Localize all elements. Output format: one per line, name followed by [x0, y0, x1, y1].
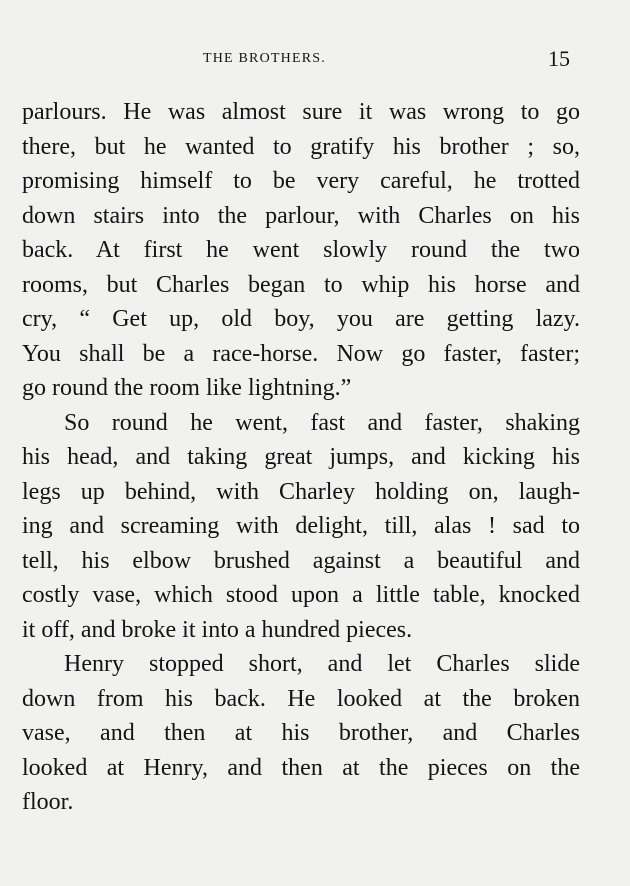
text-line: costly vase, which stood upon a little table, knocked [22, 582, 580, 608]
text-line: Henry stopped short, and let Charles slide [64, 651, 580, 677]
text-line: back. At first he went slowly round the two [22, 237, 580, 263]
text-line: So round he went, fast and faster, shaking [64, 409, 580, 436]
text-line: there, but he wanted to gratify his brother ; so, [22, 133, 580, 160]
text-line: rooms, but Charles began to whip his horse and [22, 271, 580, 298]
running-header [0, 48, 630, 72]
text-line: parlours. He was almost sure it was wrong to go [22, 99, 580, 125]
text-line: his head, and taking great jumps, and kicking his [22, 444, 580, 470]
text-line: go round the room like lightning.” [22, 375, 352, 401]
text-line: promising himself to be very careful, he trotted [22, 168, 580, 194]
text-line: ing and screaming with delight, till, alas ! sad to [22, 513, 580, 539]
text-line: floor. [22, 789, 74, 815]
text-line: cry, “ Get up, old boy, you are getting lazy. [22, 306, 580, 332]
text-line: down stairs into the parlour, with Charles on his [22, 202, 580, 229]
text-line: it off, and broke it into a hundred pieces. [22, 616, 413, 643]
body-text [22, 95, 580, 820]
text-line: legs up behind, with Charley holding on, laugh- [22, 478, 580, 505]
text-line: looked at Henry, and then at the pieces on the [22, 754, 580, 781]
text-line: vase, and then at his brother, and Charles [22, 720, 580, 746]
text-line: tell, his elbow brushed against a beautiful and [22, 547, 580, 574]
text-line: You shall be a race-horse. Now go faster, faster; [22, 340, 580, 367]
running-title: THE BROTHERS. [203, 51, 326, 66]
page-number: 15 [548, 46, 570, 71]
text-line: down from his back. He looked at the broken [22, 685, 580, 712]
